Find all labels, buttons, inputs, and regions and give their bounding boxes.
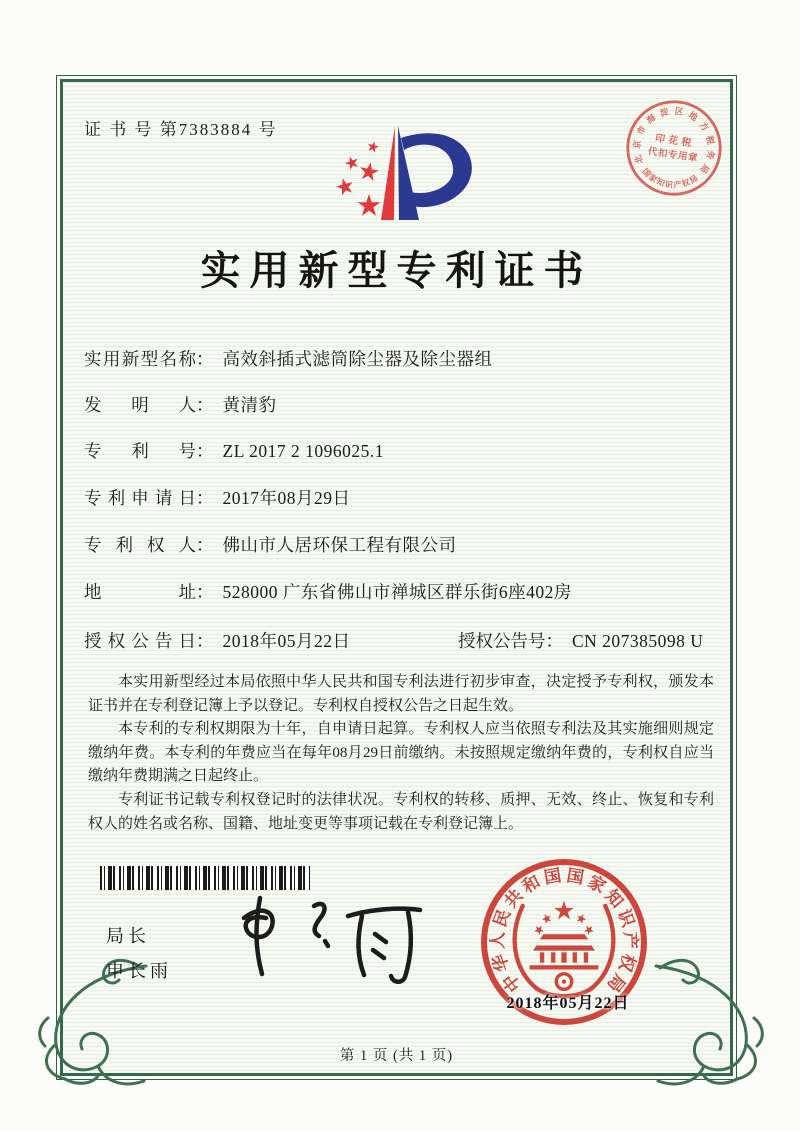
svg-text:海: 海 (644, 112, 658, 126)
svg-text:家: 家 (584, 871, 609, 897)
field-label: 发明人 (84, 395, 196, 415)
field-patent-number (84, 438, 384, 463)
field-label: 授权公告日 (84, 631, 196, 651)
field-colon: ： (196, 488, 214, 508)
field-colon: ： (196, 631, 214, 651)
signer-title: 局长 (106, 926, 150, 946)
field-colon: ： (196, 441, 214, 461)
field-label: 专利申请日 (84, 488, 196, 508)
tax-seal-line1: 印花税 (654, 133, 696, 150)
field-colon: ： (196, 349, 214, 369)
svg-text:华: 华 (489, 951, 513, 974)
svg-text:地: 地 (686, 109, 700, 123)
field-label: 专利权人 (84, 535, 196, 555)
field-filing-date (84, 485, 351, 510)
field-patentee (84, 532, 457, 557)
field-label: 专利号 (84, 441, 196, 461)
field-grant-number (458, 628, 703, 653)
field-colon: ： (196, 395, 214, 415)
svg-text:淀: 淀 (658, 106, 670, 119)
signature-handwriting (222, 886, 437, 990)
svg-text:知: 知 (601, 886, 627, 912)
field-label: 地址 (84, 582, 196, 602)
svg-text:知: 知 (655, 176, 666, 189)
svg-text:权: 权 (680, 177, 692, 189)
field-value: ZL 2017 2 1096025.1 (222, 441, 384, 461)
field-colon: ： (545, 631, 563, 651)
svg-text:北: 北 (632, 153, 645, 166)
field-value: 高效斜插式滤筒除尘器及除尘器组 (222, 349, 493, 369)
svg-text:国: 国 (542, 865, 563, 888)
svg-text:国: 国 (565, 865, 586, 888)
field-value: 佛山市人居环保工程有限公司 (222, 535, 457, 555)
field-value: 黄清豹 (222, 395, 277, 415)
legal-paragraph: 本专利的专利权期限为十年，自申请日起算。专利权人应当依照专利法及其实施细则规定缴纳年费。本专利的年费应当在每年08月29日前缴纳。未按照规定缴纳年费的，专利权自应当缴纳年费期满之日起终止。 (88, 721, 714, 785)
page-number: 第 1 页 (共 1 页) (339, 1048, 454, 1064)
field-value: 2018年05月22日 (222, 631, 351, 651)
cnipa-logo-icon (303, 114, 499, 232)
svg-text:家: 家 (647, 172, 659, 185)
svg-text:和: 和 (519, 871, 544, 897)
tax-stamp-seal (611, 85, 737, 211)
tax-seal-line2: 代扣专用章 (647, 147, 699, 165)
field-value: CN 207385098 U (572, 631, 704, 651)
svg-text:共: 共 (501, 886, 527, 912)
corner-flourish-icon (636, 948, 784, 1090)
svg-text:局: 局 (603, 970, 629, 996)
svg-text:产: 产 (673, 180, 682, 190)
svg-text:产: 产 (620, 931, 640, 950)
field-utility-model-name (84, 346, 493, 371)
legal-paragraph: 本实用新型经过本局依照中华人民共和国专利法进行初步审查，决定授予专利权，颁发本证书并在专利登记簿上予以登记。专利权自授权公告之日起生效。 (88, 674, 714, 714)
svg-text:识: 识 (613, 906, 638, 930)
field-inventor (84, 392, 277, 417)
svg-text:识: 识 (664, 179, 674, 190)
svg-text:民: 民 (490, 906, 515, 930)
legal-paragraph: 专利证书记载专利权登记时的法律状况。专利权的转移、质押、无效、终止、恢复和专利权人的姓名或名称、国籍、地址变更等事项记载在专利登记簿上。 (88, 791, 714, 832)
svg-text:人: 人 (488, 931, 508, 950)
document-title: 实用新型专利证书 (200, 248, 593, 293)
field-label: 实用新型名称 (84, 349, 196, 369)
svg-text:权: 权 (615, 951, 639, 974)
svg-text:京: 京 (631, 139, 643, 150)
field-address (84, 579, 572, 604)
svg-text:国: 国 (640, 166, 653, 179)
legal-text (88, 671, 714, 836)
svg-text:市: 市 (634, 124, 648, 137)
svg-text:务: 务 (704, 149, 717, 161)
svg-text:区: 区 (674, 105, 685, 117)
signer-name: 申长雨 (106, 961, 172, 981)
field-value: 2017年08月29日 (222, 488, 351, 508)
field-grant-date (84, 628, 351, 653)
seal-date: 2018年05月22日 (506, 995, 630, 1012)
svg-text:税: 税 (704, 134, 717, 146)
field-colon: ： (196, 535, 214, 555)
field-colon: ： (196, 582, 214, 602)
svg-text:方: 方 (697, 119, 711, 133)
field-label: 授权公告号 (458, 631, 546, 651)
svg-text:局: 局 (687, 173, 700, 186)
field-value: 528000 广东省佛山市禅城区群乐街6座402房 (222, 582, 572, 602)
svg-text:局: 局 (698, 162, 712, 176)
svg-text:中: 中 (499, 970, 525, 996)
certificate-number: 证 书 号 第7383884 号 (84, 120, 278, 139)
